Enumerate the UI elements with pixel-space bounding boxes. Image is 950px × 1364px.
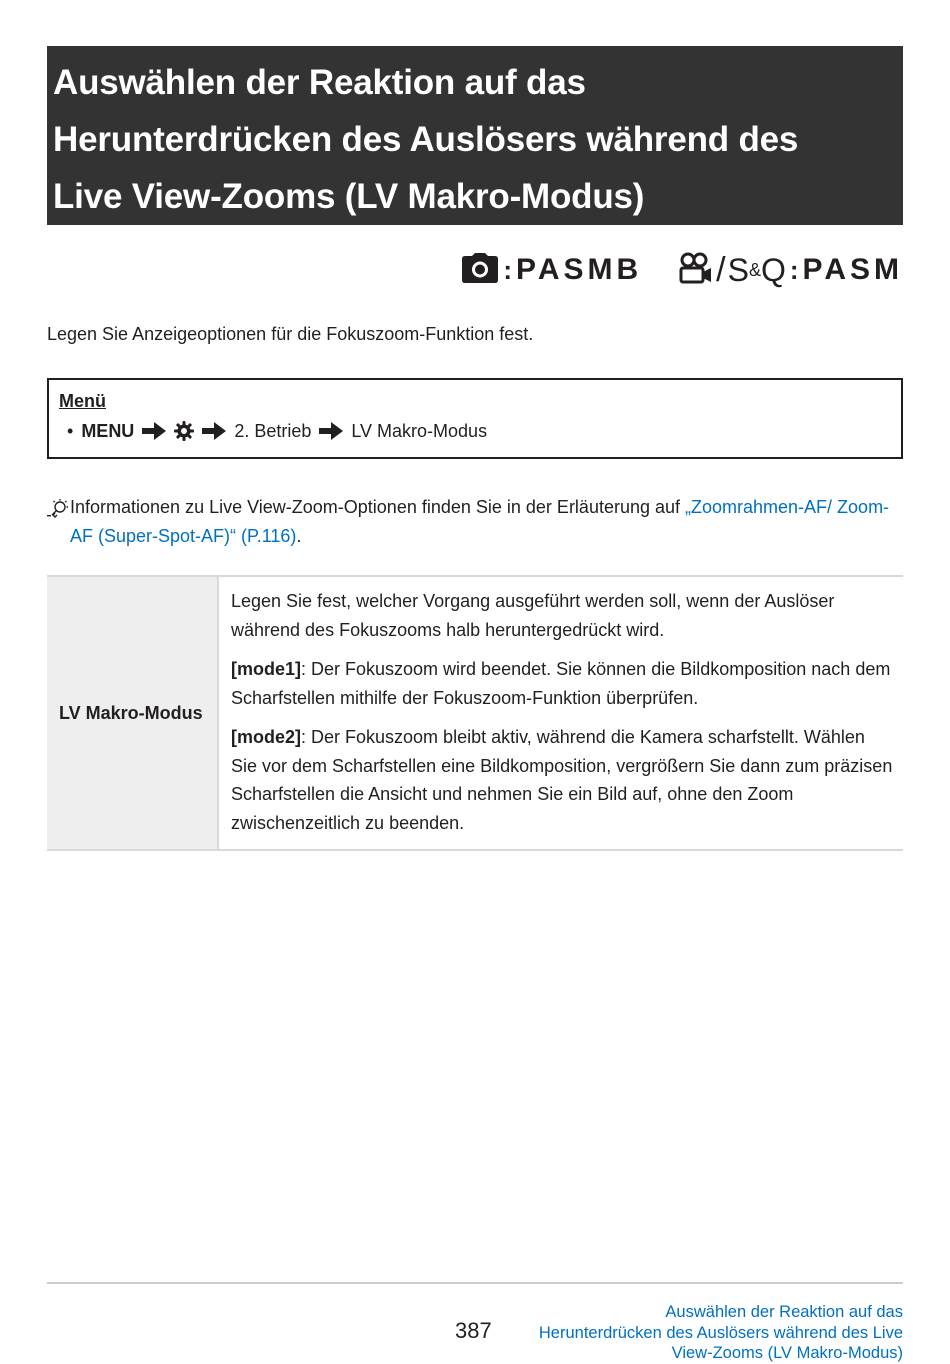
option-text: : Der Fokuszoom bleibt aktiv, während die Kamera scharfstellt. Wählen Sie vor dem Scharfstellen eine Bildkomposition, vergrößern Sie dann zum präzisen Scharfstellen die Ansicht und nehmen Sie ein Bild auf, ohne den Zoom zwischenzeitlich zu beenden.: [231, 727, 893, 833]
option-mode2: [231, 723, 893, 837]
footer-divider: [47, 1282, 903, 1284]
footer-title-line-3[interactable]: View-Zooms (LV Makro-Modus): [671, 1344, 903, 1362]
title-line-1: Auswählen der Reaktion auf das: [53, 63, 586, 102]
shooting-modes: [461, 250, 903, 290]
menu-step-1: 2. Betrieb: [234, 421, 312, 441]
photo-mode-separator: :: [503, 254, 513, 285]
page-number: 387: [455, 1318, 492, 1343]
option-text: : Der Fokuszoom wird beendet. Sie können die Bildkomposition nach dem Scharfstellen mithilfe der Fokuszoom-Funktion überprüfen.: [231, 659, 891, 708]
right-arrow-icon: [319, 422, 343, 440]
menu-box: [47, 378, 903, 459]
intro-text: Legen Sie Anzeigeoptionen für die Fokuszoom-Funktion fest.: [47, 324, 534, 344]
sq-s: S: [727, 251, 749, 288]
video-modes: [678, 251, 903, 290]
note-text: Informationen zu Live View-Zoom-Optionen finden Sie in der Erläuterung auf: [70, 497, 686, 517]
note-end: .: [296, 526, 302, 546]
bullet: •: [67, 421, 74, 441]
photo-mode-letters: PASMB: [516, 253, 643, 286]
footer-title-line-2[interactable]: Herunterdrücken des Auslösers während des Live: [538, 1323, 903, 1342]
photo-modes: [461, 253, 642, 287]
title-line-2: Herunterdrücken des Auslösers während des: [53, 120, 799, 159]
video-mode-letters: PASM: [802, 253, 903, 286]
sq-q: Q: [760, 251, 786, 288]
tip-note: [47, 493, 897, 551]
menu-path: [59, 417, 891, 445]
option-name: [mode1]: [231, 659, 302, 679]
video-mode-separator: :: [789, 254, 799, 285]
tip-icon: [47, 498, 69, 529]
gear-icon: [174, 421, 194, 441]
option-name: [mode2]: [231, 727, 302, 747]
mode-slash: /: [716, 250, 726, 289]
page-title: [47, 46, 903, 225]
right-arrow-icon: [142, 422, 166, 440]
right-arrow-icon: [202, 422, 226, 440]
sq-amp: &: [748, 259, 761, 280]
camera-icon: [461, 253, 499, 287]
menu-step-2: LV Makro-Modus: [351, 421, 488, 441]
cross-reference-link[interactable]: „Zoomrahmen-AF/ Zoom-AF (Super-Spot-AF)“ (P.116): [70, 497, 890, 546]
footer-title-line-1[interactable]: Auswählen der Reaktion auf das: [665, 1303, 903, 1321]
setting-description: Legen Sie fest, welcher Vorgang ausgeführt werden soll, wenn der Auslöser während des Fokuszooms halb heruntergedrückt wird.: [231, 591, 835, 640]
table-label: LV Makro-Modus: [47, 577, 219, 849]
settings-table: [47, 575, 903, 851]
menu-key: MENU: [81, 421, 135, 441]
title-line-3: Live View-Zooms (LV Makro-Modus): [53, 177, 645, 216]
option-mode1: [231, 655, 893, 712]
table-description: [219, 577, 903, 849]
footer-title-link[interactable]: [483, 1302, 903, 1364]
movie-camera-icon: [678, 252, 714, 288]
menu-heading: Menü: [59, 391, 106, 411]
